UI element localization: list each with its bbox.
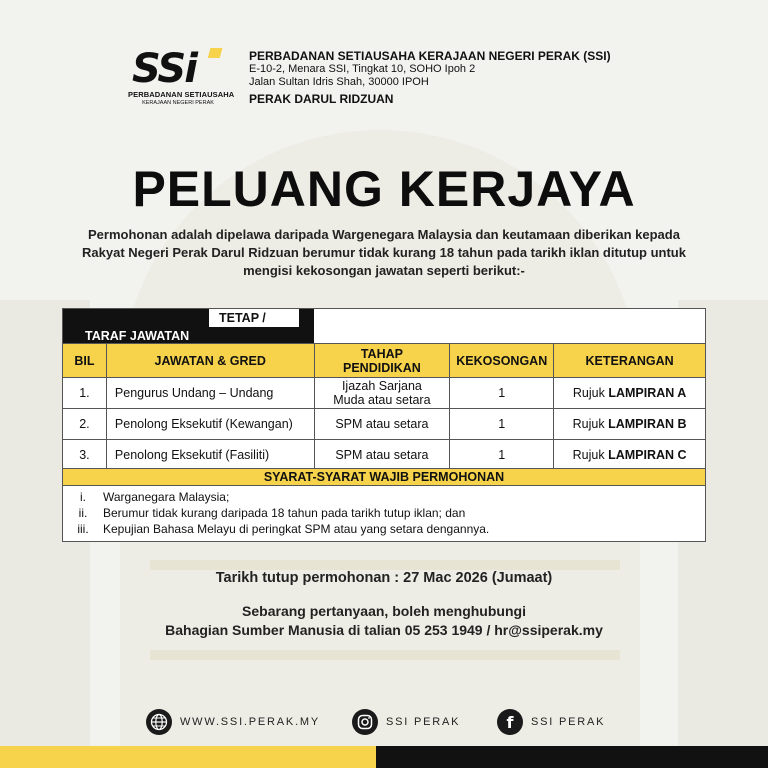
list-item-text: Kepujian Bahasa Melayu di peringkat SPM atau yang setara dengannya.	[103, 522, 490, 536]
taraf-filler	[314, 309, 705, 344]
list-item-number: ii.	[78, 506, 88, 520]
closing-date: Tarikh tutup permohonan : 27 Mac 2026 (Jumaat)	[215, 570, 553, 586]
list-item-number: i.	[80, 490, 86, 504]
organization-block	[249, 49, 649, 106]
lampiran-text: LAMPIRAN A	[608, 386, 687, 400]
rujuk-text: Rujuk	[572, 448, 605, 462]
jobs-table	[62, 308, 706, 471]
instagram-icon	[352, 709, 378, 735]
row-pendidikan: SPM atau setara	[314, 440, 450, 471]
intro-paragraph: Permohonan adalah dipelawa daripada Wargenegara Malaysia dan keutamaan diberikan kepada Rakyat Negeri Perak Darul Ridzuan berumur tidak kurang 18 tahun pada tarikh iklan ditutup untuk mengisi kekosongan jawatan seperti berikut:-	[82, 227, 686, 278]
header-row	[63, 344, 706, 378]
taraf-row	[63, 309, 706, 344]
header-pendidikan	[314, 344, 450, 378]
state-name: PERAK DARUL RIDZUAN	[249, 92, 394, 106]
header-keterangan: KETERANGAN	[554, 344, 706, 378]
ssi-logo-mark	[128, 46, 228, 88]
row-keterangan	[554, 378, 706, 409]
header-bil: BIL	[63, 344, 107, 378]
list-item	[63, 489, 705, 505]
website-text: WWW.SSI.PERAK.MY	[180, 716, 321, 728]
row-kekosongan: 1	[450, 440, 554, 471]
row-bil: 2.	[63, 409, 107, 440]
row-kekosongan: 1	[450, 409, 554, 440]
contact-info	[0, 602, 768, 640]
lampiran-text: LAMPIRAN B	[608, 417, 687, 431]
list-item-text: Berumur tidak kurang daripada 18 tahun pada tarikh tutup iklan; dan	[103, 506, 466, 520]
facebook-text: SSI PERAK	[531, 716, 606, 728]
footer-bar-black	[376, 746, 768, 768]
address-line-2: Jalan Sultan Idris Shah, 30000 IPOH	[249, 76, 429, 88]
organization-name: PERBADANAN SETIAUSAHA KERAJAAN NEGERI PERAK (SSI)	[249, 49, 611, 63]
globe-icon	[146, 709, 172, 735]
row-jawatan: Pengurus Undang – Undang	[106, 378, 314, 409]
requirements-list	[63, 486, 705, 541]
list-item-text: Warganegara Malaysia;	[103, 490, 230, 504]
footer-bar-yellow	[0, 746, 376, 768]
footer-facebook[interactable]	[497, 708, 605, 736]
table-row	[63, 409, 706, 440]
list-item	[63, 521, 705, 537]
row-pendidikan	[314, 378, 450, 409]
footer-instagram[interactable]	[352, 708, 460, 736]
header-pendidikan-line2: PENDIDIKAN	[343, 360, 421, 375]
row-jawatan: Penolong Eksekutif (Kewangan)	[106, 409, 314, 440]
ssi-logo	[128, 46, 235, 108]
contact-line-1: Sebarang pertanyaan, boleh menghubungi	[242, 603, 526, 619]
header-jawatan: JAWATAN & GRED	[106, 344, 314, 378]
row-bil: 1.	[63, 378, 107, 409]
rujuk-text: Rujuk	[572, 386, 605, 400]
footer-website[interactable]	[146, 708, 320, 736]
instagram-text: SSI PERAK	[386, 716, 461, 728]
contact-line-2: Bahagian Sumber Manusia di talian 05 253 1949 / hr@ssiperak.my	[165, 622, 603, 638]
requirements-heading: SYARAT-SYARAT WAJIB PERMOHONAN	[63, 469, 705, 486]
address-line-1: E-10-2, Menara SSI, Tingkat 10, SOHO Ipoh 2	[249, 63, 476, 75]
taraf-label: TARAF JAWATAN	[85, 329, 190, 343]
taraf-value: TETAP / KONTRAK	[209, 309, 299, 327]
rujuk-text: Rujuk	[572, 417, 605, 431]
list-item-number: iii.	[77, 522, 89, 536]
header-kekosongan: KEKOSONGAN	[450, 344, 554, 378]
row-keterangan	[554, 409, 706, 440]
svg-text:SSi: SSi	[132, 46, 196, 88]
row-kekosongan: 1	[450, 378, 554, 409]
table-row	[63, 440, 706, 471]
requirements-box	[62, 468, 706, 542]
row-jawatan: Penolong Eksekutif (Fasiliti)	[106, 440, 314, 471]
page-title: PELUANG KERJAYA	[132, 161, 636, 217]
table-row	[63, 378, 706, 409]
row-bil: 3.	[63, 440, 107, 471]
row-keterangan	[554, 440, 706, 471]
logo-caption-line2: KERAJAAN NEGERI PERAK	[142, 100, 214, 106]
taraf-label-cell	[63, 309, 315, 344]
lampiran-text: LAMPIRAN C	[608, 448, 687, 462]
row-pendidikan-line1: Ijazah Sarjana	[341, 379, 422, 393]
list-item	[63, 505, 705, 521]
logo-caption-line1: PERBADANAN SETIAUSAHA	[128, 90, 235, 99]
facebook-icon: f	[497, 709, 523, 735]
row-pendidikan-line2: Muda atau setara	[333, 393, 431, 407]
header-pendidikan-line1: TAHAP	[360, 346, 403, 361]
row-pendidikan: SPM atau setara	[314, 409, 450, 440]
